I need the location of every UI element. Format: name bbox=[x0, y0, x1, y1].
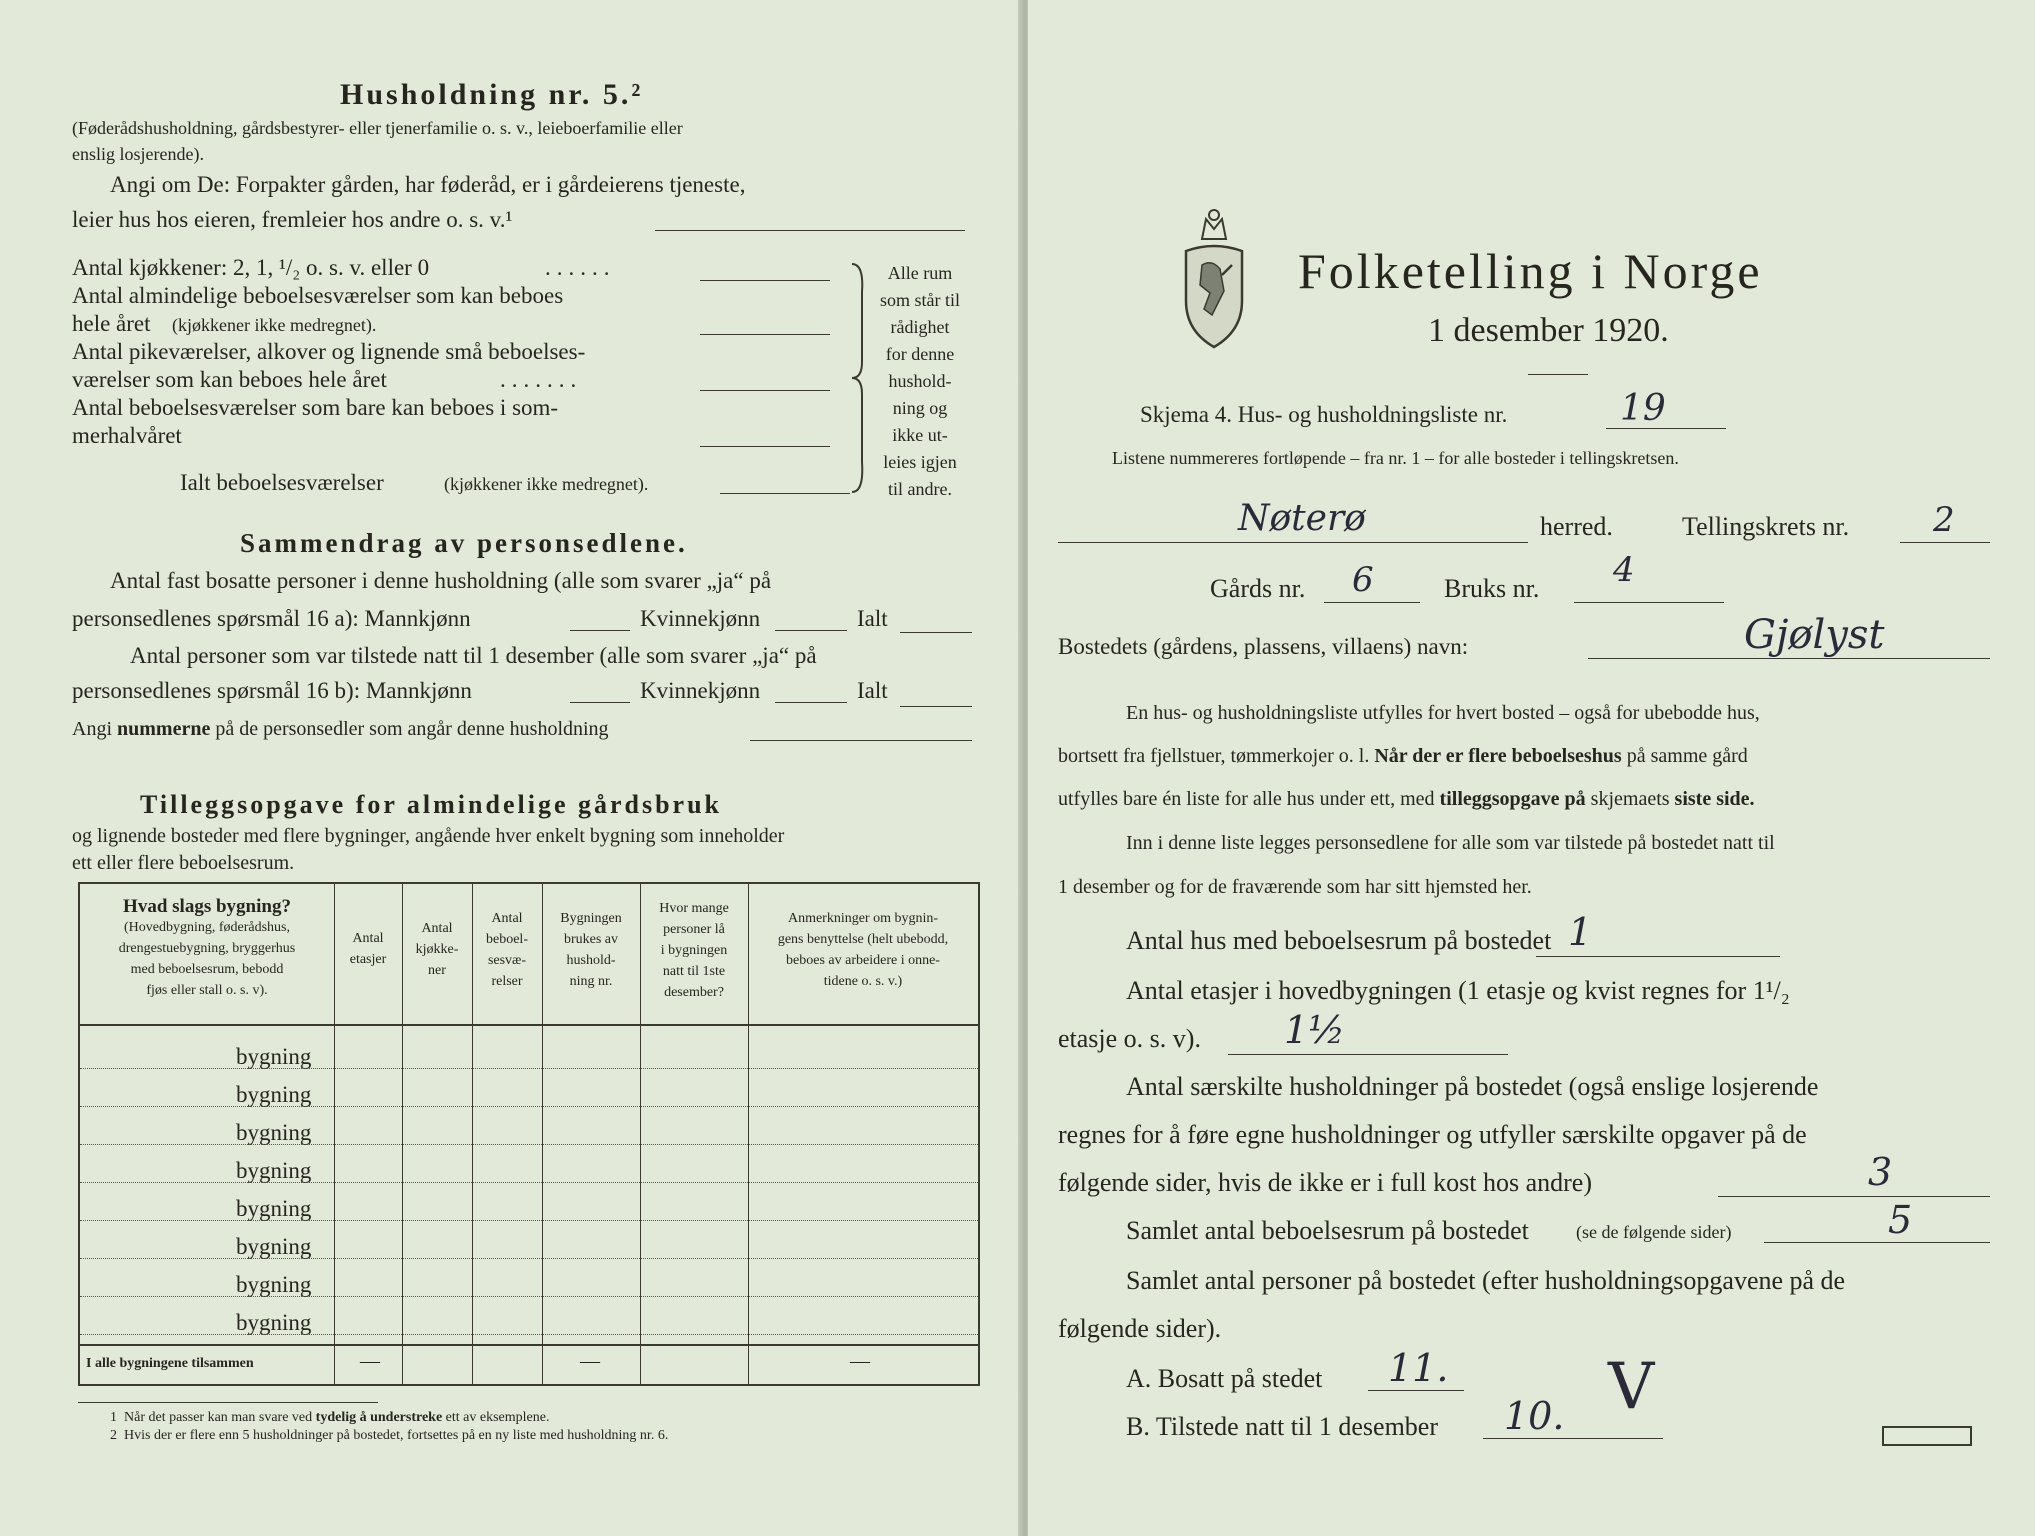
footnote-2-mark: 2 bbox=[110, 1428, 117, 1443]
footnote-1-suffix: ett av eksemplene. bbox=[445, 1410, 550, 1425]
households-line bbox=[1718, 1196, 1990, 1197]
numbers-suffix: på de personsedler som angår denne husholdning bbox=[215, 718, 609, 740]
col1-sub: fjøs eller stall o. s. v). bbox=[146, 983, 268, 998]
info-bold: tilleggsopgave på bbox=[1439, 788, 1586, 810]
row-rule bbox=[80, 1258, 978, 1259]
total-rooms-note: (kjøkkener ikke medregnet). bbox=[444, 474, 649, 494]
numbers-line-rule bbox=[750, 740, 972, 741]
col6-line: personer lå bbox=[663, 922, 725, 937]
col5-line: hushold- bbox=[566, 953, 616, 968]
krets-label: Tellingskrets nr. bbox=[1682, 512, 1850, 541]
info-line-3 bbox=[1058, 788, 1755, 811]
summary-present-1: Antal personer som var tilstede natt til 1 desember (alle som svarer „ja“ på bbox=[130, 643, 817, 668]
col4-header bbox=[472, 908, 542, 992]
households-line-3: følgende sider, hvis de ikke er i full kost hos andre) bbox=[1058, 1168, 1592, 1197]
summary-heading: Sammendrag av personsedlene. bbox=[240, 528, 688, 558]
maid-rooms-dots: ....... bbox=[500, 367, 583, 392]
tenure-question-1: Angi om De: Forpakter gården, har føderåd, er i gårdeierens tjeneste, bbox=[110, 172, 746, 197]
fast-total-line bbox=[900, 632, 972, 633]
printer-stamp-icon bbox=[1882, 1426, 1972, 1446]
maid-rooms-1: Antal pikeværelser, alkover og lignende små beboelses- bbox=[72, 339, 586, 364]
floors-line bbox=[1228, 1054, 1508, 1055]
ordinary-rooms-note: (kjøkkener ikke medregnet). bbox=[172, 315, 377, 335]
rooms-bracket bbox=[848, 262, 870, 494]
bracket-note-line: ikke ut- bbox=[892, 425, 948, 445]
col6-line: Hvor mange bbox=[659, 901, 729, 916]
rooms-note: (se de følgende sider) bbox=[1576, 1222, 1732, 1242]
census-title: Folketelling i Norge bbox=[1298, 243, 1763, 299]
gards-value: 6 bbox=[1352, 560, 1374, 600]
col5-line: ning nr. bbox=[569, 974, 613, 989]
table-row: bygning bbox=[236, 1120, 312, 1145]
gards-label: Gårds nr. bbox=[1210, 574, 1306, 603]
houses-value: 1 bbox=[1568, 910, 1593, 954]
total-dash: — bbox=[360, 1350, 380, 1372]
total-rule bbox=[80, 1344, 978, 1346]
bracket-note-line: hushold- bbox=[888, 371, 952, 391]
resident-value: 11. bbox=[1388, 1346, 1449, 1390]
table-row: bygning bbox=[236, 1310, 312, 1335]
footnote-1 bbox=[110, 1410, 549, 1426]
bruks-value: 4 bbox=[1613, 550, 1635, 590]
col1-sub: med beboelsesrum, bebodd bbox=[130, 962, 284, 977]
bracket-note-line: for denne bbox=[885, 344, 955, 364]
herred-label: herred. bbox=[1540, 512, 1613, 541]
numbers-prefix: Angi bbox=[72, 718, 112, 740]
info-line-2 bbox=[1058, 745, 1748, 768]
info-text: skjemaets bbox=[1590, 788, 1670, 810]
fast-female-label: Kvinnekjønn bbox=[640, 606, 761, 631]
present-label: B. Tilstede natt til 1 desember bbox=[1126, 1412, 1438, 1441]
rooms-label: Samlet antal beboelsesrum på bostedet bbox=[1126, 1216, 1529, 1245]
summer-rooms-1: Antal beboelsesværelser som bare kan beboes i som- bbox=[72, 395, 559, 420]
ordinary-rooms-1: Antal almindelige beboelsesværelser som kan beboes bbox=[72, 283, 564, 308]
households-line-1: Antal særskilte husholdninger på bostedet (også enslige losjerende bbox=[1126, 1072, 1819, 1101]
info-line-5: 1 desember og for de fraværende som har sitt hjemsted her. bbox=[1058, 876, 1532, 898]
bosted-label: Bostedets (gårdens, plassens, villaens) navn: bbox=[1058, 634, 1469, 659]
bosted-line bbox=[1588, 658, 1990, 659]
krets-value: 2 bbox=[1933, 500, 1955, 540]
col5-header bbox=[542, 908, 640, 992]
total-rooms-line bbox=[720, 493, 850, 494]
info-text: utfylles bare én liste for alle hus under ett, med bbox=[1058, 788, 1435, 810]
household-subtitle-1: (Føderådshusholdning, gårdsbestyrer- eller tjenerfamilie o. s. v., leieboerfamilie eller bbox=[72, 118, 683, 138]
summer-line bbox=[700, 446, 830, 447]
buildings-table bbox=[78, 882, 980, 1386]
col4-line: sesvæ- bbox=[487, 953, 527, 968]
kitchens-label: Antal kjøkkener: 2, 1, ¹/₂ o. s. v. eller 0 bbox=[72, 255, 430, 280]
floors-line-1: Antal etasjer i hovedbygningen (1 etasje og kvist regnes for 1¹/₂ bbox=[1126, 976, 1790, 1005]
row-rule bbox=[80, 1334, 978, 1335]
list-number-line bbox=[1606, 428, 1726, 429]
col1-title: Hvad slags bygning? bbox=[123, 896, 291, 917]
col2-line: Antal bbox=[352, 931, 384, 946]
tenure-question-2: leier hus hos eieren, fremleier hos andre o. s. v.¹ bbox=[72, 207, 513, 232]
bracket-note-line: rådighet bbox=[890, 317, 950, 337]
schema-note: Listene nummereres fortløpende – fra nr. 1 – for alle bosteder i tellingskretsen. bbox=[1112, 448, 1679, 468]
col3-line: kjøkke- bbox=[415, 942, 459, 957]
persons-line-1: Samlet antal personer på bostedet (efter husholdningsopgavene på de bbox=[1126, 1266, 1846, 1295]
row-rule bbox=[80, 1106, 978, 1107]
col4-line: Antal bbox=[491, 911, 523, 926]
total-dash: — bbox=[580, 1350, 600, 1372]
floors-value: 1½ bbox=[1284, 1008, 1346, 1052]
supplement-heading: Tilleggsopgave for almindelige gårdsbruk bbox=[140, 790, 723, 819]
fast-total-label: Ialt bbox=[857, 606, 888, 631]
col6-line: desember? bbox=[664, 985, 724, 1000]
col3-line: Antal bbox=[421, 921, 453, 936]
resident-line bbox=[1368, 1390, 1464, 1391]
kitchens-line bbox=[700, 280, 830, 281]
present-female-line bbox=[775, 702, 847, 703]
ordinary-line bbox=[700, 334, 830, 335]
col3-line: ner bbox=[428, 963, 446, 978]
present-total-line bbox=[900, 706, 972, 707]
bracket-note-line: ning og bbox=[892, 398, 948, 418]
present-total-label: Ialt bbox=[857, 678, 888, 703]
maid-line bbox=[700, 390, 830, 391]
total-dash: — bbox=[850, 1350, 870, 1372]
col7-line: beboes av arbeidere i onne- bbox=[786, 953, 940, 968]
ordinary-rooms-2: hele året bbox=[72, 311, 151, 336]
col2-header bbox=[334, 928, 402, 970]
summary-present-2: personsedlenes spørsmål 16 b): Mannkjønn bbox=[72, 678, 472, 703]
households-line-2: regnes for å føre egne husholdninger og utfyller særskilte opgaver på de bbox=[1058, 1120, 1807, 1149]
bracket-note-line: Alle rum bbox=[887, 263, 953, 283]
tenure-answer-line bbox=[655, 230, 965, 231]
supplement-line-1: og lignende bosteder med flere bygninger, angående hver enkelt bygning som inneholder bbox=[72, 825, 785, 847]
gards-line bbox=[1324, 602, 1420, 603]
table-row: bygning bbox=[236, 1196, 312, 1221]
col2-line: etasjer bbox=[349, 952, 387, 967]
col1-header bbox=[80, 896, 334, 1001]
summary-fast-1: Antal fast bosatte personer i denne husholdning (alle som svarer „ja“ på bbox=[110, 568, 772, 593]
numbers-bold: nummerne bbox=[117, 718, 211, 740]
row-rule bbox=[80, 1182, 978, 1183]
col5-line: brukes av bbox=[563, 932, 619, 947]
footnote-1-mark: 1 bbox=[110, 1410, 117, 1425]
fast-female-line bbox=[775, 630, 847, 631]
col6-line: i bygningen bbox=[660, 943, 728, 958]
bracket-note-line: til andre. bbox=[888, 479, 952, 499]
persons-line-2: følgende sider). bbox=[1058, 1314, 1222, 1343]
census-date: 1 desember 1920. bbox=[1428, 312, 1669, 349]
supplement-line-2: ett eller flere beboelsesrum. bbox=[72, 852, 295, 874]
houses-line bbox=[1536, 956, 1780, 957]
row-rule bbox=[80, 1220, 978, 1221]
footnote-rule bbox=[78, 1402, 378, 1403]
table-row: bygning bbox=[236, 1082, 312, 1107]
total-row-label: I alle bygningene tilsammen bbox=[86, 1356, 254, 1371]
footnote-1-bold: tydelig å understreke bbox=[315, 1410, 443, 1425]
footnote-2-text: Hvis der er flere enn 5 husholdninger på bostedet, fortsettes på en ny liste med husholdning nr. 6. bbox=[124, 1428, 669, 1443]
households-value: 3 bbox=[1868, 1150, 1893, 1194]
krets-line bbox=[1900, 542, 1990, 543]
col3-header bbox=[402, 918, 472, 981]
bruks-line bbox=[1574, 602, 1724, 603]
numbers-line bbox=[72, 718, 609, 741]
row-rule bbox=[80, 1296, 978, 1297]
info-text: bortsett fra fjellstuer, tømmerkojer o. l. bbox=[1058, 745, 1370, 767]
row-rule bbox=[80, 1068, 978, 1069]
coat-of-arms-icon bbox=[1176, 205, 1252, 353]
household-subtitle-2: enslig losjerende). bbox=[72, 144, 204, 164]
col4-line: beboel- bbox=[486, 932, 528, 947]
col7-line: Anmerkninger om bygnin- bbox=[787, 911, 939, 926]
header-rule bbox=[80, 1024, 978, 1026]
rooms-value: 5 bbox=[1888, 1198, 1913, 1242]
household-title: Husholdning nr. 5.² bbox=[340, 78, 644, 111]
kitchens-dots: ...... bbox=[545, 255, 616, 280]
info-bold: Når der er flere beboelseshus bbox=[1374, 745, 1622, 767]
col7-header bbox=[748, 908, 978, 992]
present-female-label: Kvinnekjønn bbox=[640, 678, 761, 703]
footnote-1-prefix: Når det passer kan man svare ved bbox=[124, 1410, 313, 1425]
bracket-note-line: leies igjen bbox=[883, 452, 957, 472]
summary-fast-2: personsedlenes spørsmål 16 a): Mannkjønn bbox=[72, 606, 471, 631]
table-row: bygning bbox=[236, 1234, 312, 1259]
floors-line-2: etasje o. s. v). bbox=[1058, 1024, 1201, 1053]
row-rule bbox=[80, 1144, 978, 1145]
col1-sub: drengestuebygning, bryggerhus bbox=[118, 941, 296, 956]
present-line bbox=[1483, 1438, 1663, 1439]
info-bold: siste side. bbox=[1674, 788, 1755, 810]
info-line-1: En hus- og husholdningsliste utfylles for hvert bosted – også for ubebodde hus, bbox=[1126, 702, 1760, 724]
col5-line: Bygningen bbox=[560, 911, 622, 926]
col6-line: natt til 1ste bbox=[662, 964, 726, 979]
houses-label: Antal hus med beboelsesrum på bostedet bbox=[1126, 926, 1552, 955]
resident-label: A. Bosatt på stedet bbox=[1126, 1364, 1323, 1393]
info-line-4: Inn i denne liste legges personsedlene for alle som var tilstede på bostedet natt til bbox=[1126, 832, 1775, 854]
right-page bbox=[1028, 0, 2035, 1536]
bosted-value: Gjølyst bbox=[1744, 612, 1885, 658]
bracket-note bbox=[870, 260, 970, 503]
info-text: på samme gård bbox=[1626, 745, 1748, 767]
present-value: 10. bbox=[1504, 1394, 1565, 1438]
table-row: bygning bbox=[236, 1272, 312, 1297]
list-number: 19 bbox=[1620, 388, 1666, 429]
table-row: bygning bbox=[236, 1044, 312, 1069]
col1-sub: (Hovedbygning, føderådshus, bbox=[123, 920, 291, 935]
herred-value: Nøterø bbox=[1238, 498, 1366, 539]
bruks-label: Bruks nr. bbox=[1444, 574, 1540, 603]
schema-label: Skjema 4. Hus- og husholdningsliste nr. bbox=[1140, 402, 1508, 427]
bracket-note-line: som står til bbox=[880, 290, 960, 310]
herred-line bbox=[1058, 542, 1528, 543]
col7-line: gens benyttelse (helt ubebodd, bbox=[777, 932, 949, 947]
footnote-2 bbox=[110, 1428, 668, 1444]
summer-rooms-2: merhalvåret bbox=[72, 423, 182, 448]
table-row: bygning bbox=[236, 1158, 312, 1183]
col6-header bbox=[640, 898, 748, 1003]
col4-line: relser bbox=[491, 974, 523, 989]
present-male-line bbox=[570, 702, 630, 703]
total-rooms-label: Ialt beboelsesværelser bbox=[180, 470, 384, 495]
col7-line: tidene o. s. v.) bbox=[823, 974, 903, 989]
title-divider bbox=[1528, 374, 1588, 375]
fast-male-line bbox=[570, 630, 630, 631]
rooms-line bbox=[1764, 1242, 1990, 1243]
check-mark: V bbox=[1608, 1350, 1655, 1424]
maid-rooms-2: værelser som kan beboes hele året bbox=[72, 367, 387, 392]
